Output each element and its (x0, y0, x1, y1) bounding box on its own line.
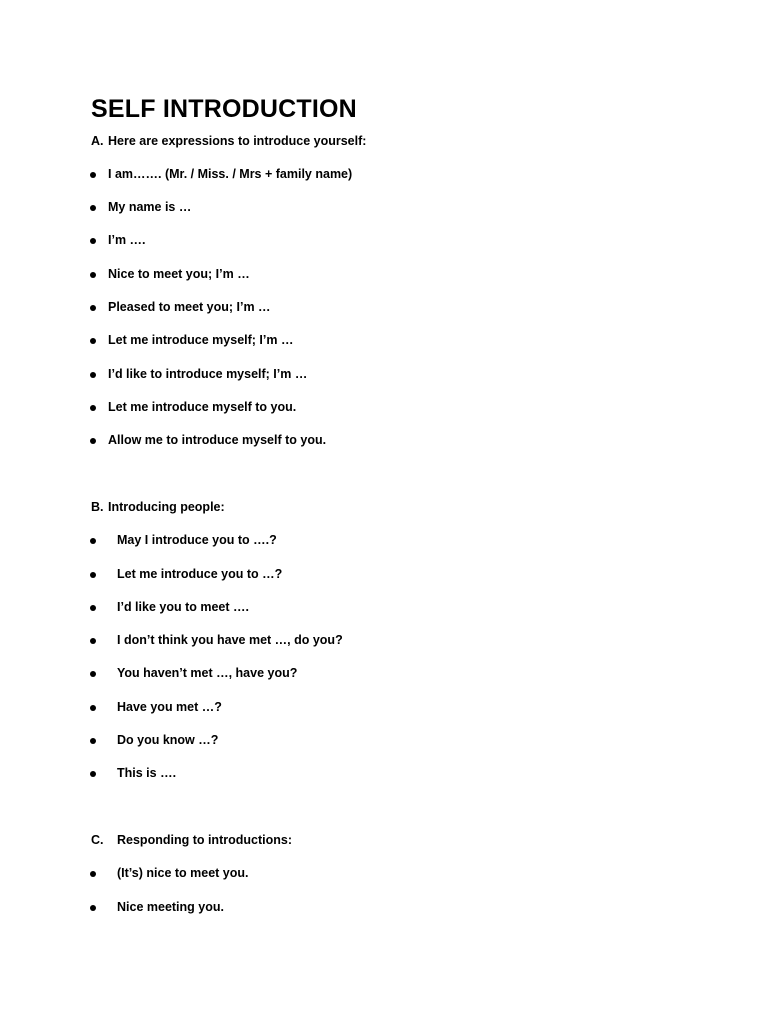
list-item: (It’s) nice to meet you. (117, 866, 249, 880)
section-c-heading-text: Responding to introductions: (117, 833, 292, 847)
bullet-icon (90, 738, 96, 744)
bullet-icon (90, 372, 96, 378)
bullet-icon (90, 172, 96, 178)
list-item: Pleased to meet you; I’m … (108, 300, 271, 314)
list-item: Have you met …? (117, 700, 222, 714)
list-item: Let me introduce you to …? (117, 567, 283, 581)
list-item: You haven’t met …, have you? (117, 666, 298, 680)
bullet-icon (90, 638, 96, 644)
list-item: Allow me to introduce myself to you. (108, 433, 327, 447)
bullet-icon (90, 905, 96, 911)
list-item: Nice to meet you; I’m … (108, 267, 250, 281)
bullet-icon (90, 238, 96, 244)
list-item: May I introduce you to ….? (117, 533, 277, 547)
bullet-icon (90, 871, 96, 877)
bullet-icon (90, 305, 96, 311)
section-a-letter: A. (91, 134, 104, 148)
section-a-heading (91, 134, 366, 148)
list-item: Let me introduce myself to you. (108, 400, 297, 414)
list-item: I’d like you to meet …. (117, 600, 249, 614)
document-title: SELF INTRODUCTION (91, 95, 357, 123)
section-c-letter: C. (91, 833, 104, 847)
bullet-icon (90, 205, 96, 211)
bullet-icon (90, 605, 96, 611)
list-item: Let me introduce myself; I’m … (108, 333, 294, 347)
list-item: Do you know …? (117, 733, 219, 747)
bullet-icon (90, 405, 96, 411)
section-a-heading-text: Here are expressions to introduce yourself: (108, 134, 367, 148)
bullet-icon (90, 572, 96, 578)
bullet-icon (90, 705, 96, 711)
list-item: I’m …. (108, 233, 146, 247)
list-item: This is …. (117, 766, 177, 780)
list-item: My name is … (108, 200, 192, 214)
list-item: Nice meeting you. (117, 900, 224, 914)
section-b-heading (91, 500, 225, 514)
list-item: I am……. (Mr. / Miss. / Mrs + family name) (108, 167, 353, 181)
bullet-icon (90, 338, 96, 344)
bullet-icon (90, 771, 96, 777)
bullet-icon (90, 671, 96, 677)
list-item: I’d like to introduce myself; I’m … (108, 367, 308, 381)
bullet-icon (90, 438, 96, 444)
section-c-heading (91, 833, 292, 847)
section-b-heading-text: Introducing people: (108, 500, 225, 514)
bullet-icon (90, 272, 96, 278)
bullet-icon (90, 538, 96, 544)
section-b-letter: B. (91, 500, 104, 514)
list-item: I don’t think you have met …, do you? (117, 633, 343, 647)
